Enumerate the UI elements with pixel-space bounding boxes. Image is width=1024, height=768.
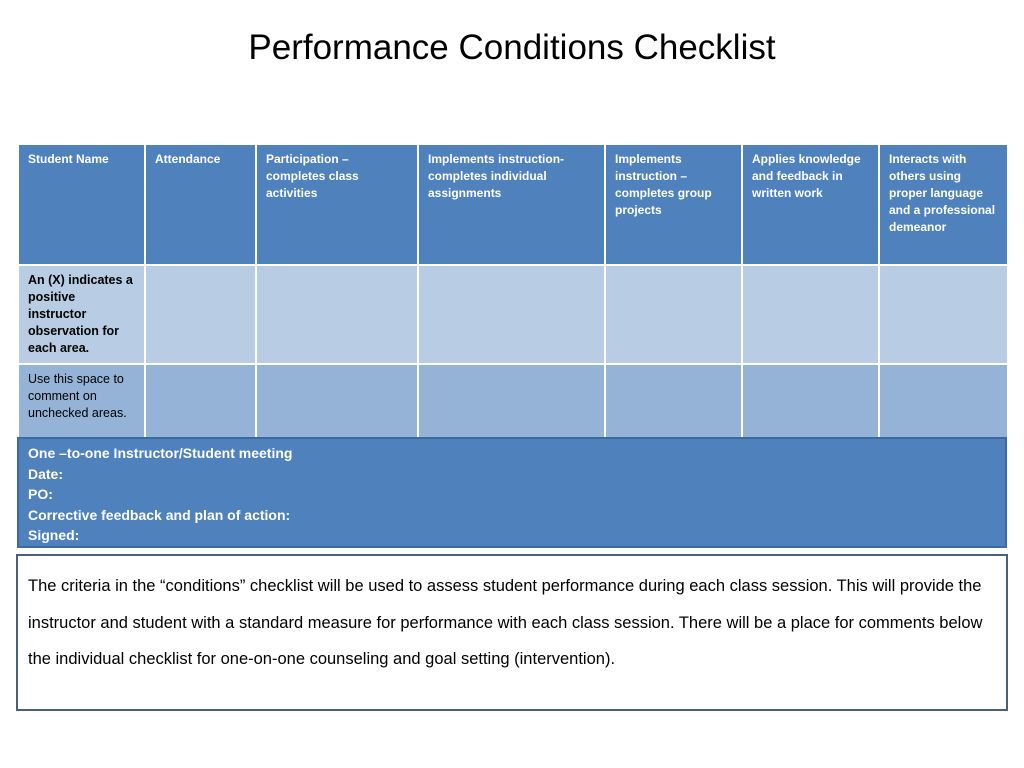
meeting-box bbox=[17, 437, 1007, 548]
observation-label: An (X) indicates a positive instructor observation for each area. bbox=[18, 265, 145, 364]
column-header-professional-demeanor: Interacts with others using proper language and a professional demeanor bbox=[879, 144, 1008, 265]
page-title: Performance Conditions Checklist bbox=[248, 28, 776, 67]
comment-cell-group-projects[interactable] bbox=[605, 364, 742, 444]
comment-cell-written-work[interactable] bbox=[742, 364, 879, 444]
meeting-feedback-label: Corrective feedback and plan of action: bbox=[28, 506, 291, 523]
meeting-po-label: PO: bbox=[28, 486, 53, 502]
criteria-description: The criteria in the “conditions” checklist will be used to assess student performance during each class session. This will provide the instructor and student with a standard measure for performance with each class session. There will be a place for comments below the individual checklist for one-on-one counseling and goal setting (intervention). bbox=[16, 554, 1008, 711]
observation-cell-professional-demeanor[interactable] bbox=[879, 265, 1008, 364]
observation-cell-individual-assignments[interactable] bbox=[418, 265, 605, 364]
header-row bbox=[18, 144, 1008, 265]
comment-cell-individual-assignments[interactable] bbox=[418, 364, 605, 444]
comment-cell-attendance[interactable] bbox=[145, 364, 256, 444]
observation-cell-written-work[interactable] bbox=[742, 265, 879, 364]
comment-cell-professional-demeanor[interactable] bbox=[879, 364, 1008, 444]
column-header-written-work: Applies knowledge and feedback in written work bbox=[742, 144, 879, 265]
meeting-title: One –to-one Instructor/Student meeting bbox=[28, 445, 293, 461]
observation-row bbox=[18, 265, 1008, 364]
column-header-participation: Participation – completes class activities bbox=[256, 144, 418, 265]
checklist-table bbox=[17, 143, 1009, 445]
column-header-attendance: Attendance bbox=[145, 144, 256, 265]
observation-cell-attendance[interactable] bbox=[145, 265, 256, 364]
column-header-individual-assignments: Implements instruction- completes individual assignments bbox=[418, 144, 605, 265]
observation-cell-participation[interactable] bbox=[256, 265, 418, 364]
observation-cell-group-projects[interactable] bbox=[605, 265, 742, 364]
column-header-student-name: Student Name bbox=[18, 144, 145, 265]
column-header-group-projects: Implements instruction – completes group projects bbox=[605, 144, 742, 265]
comment-label: Use this space to comment on unchecked areas. bbox=[18, 364, 145, 444]
comment-cell-participation[interactable] bbox=[256, 364, 418, 444]
comment-row bbox=[18, 364, 1008, 444]
meeting-date-label: Date: bbox=[28, 465, 64, 482]
meeting-signed-label: Signed: bbox=[28, 527, 80, 543]
